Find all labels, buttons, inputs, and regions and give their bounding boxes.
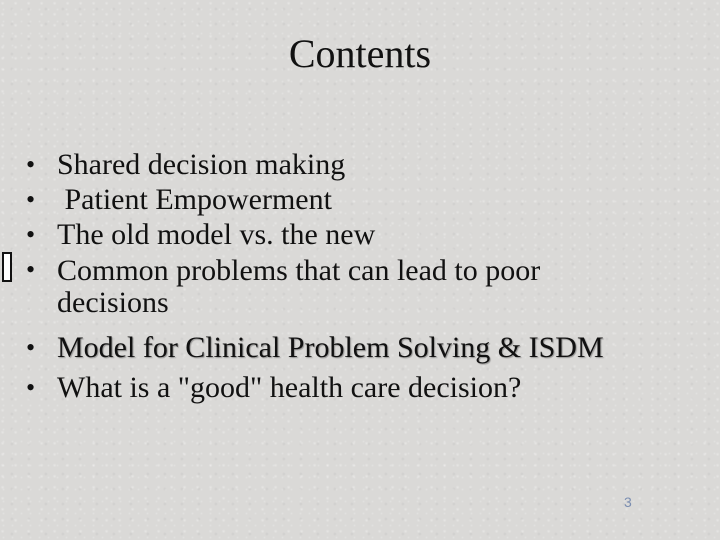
- bullet-text: The old model vs. the new: [57, 218, 376, 251]
- bullet-text: Patient Empowerment: [57, 183, 332, 216]
- bullet-text: Common problems that can lead to poor decisions: [57, 254, 541, 319]
- page-number: 3: [624, 494, 632, 510]
- bullet-marker: •: [26, 220, 36, 249]
- bullet-marker: •: [26, 333, 36, 362]
- bullet-text: What is a "good" health care decision?: [57, 371, 522, 404]
- bullet-text: Shared decision making: [57, 148, 346, 181]
- bullet-marker: •: [26, 255, 36, 284]
- bullet-text: Model for Clinical Problem Solving & ISDM: [57, 331, 604, 364]
- bullet-marker: •: [26, 185, 36, 214]
- bullet-marker: •: [26, 373, 36, 402]
- slide-title: Contents: [288, 31, 432, 76]
- bullet-marker: •: [26, 150, 36, 179]
